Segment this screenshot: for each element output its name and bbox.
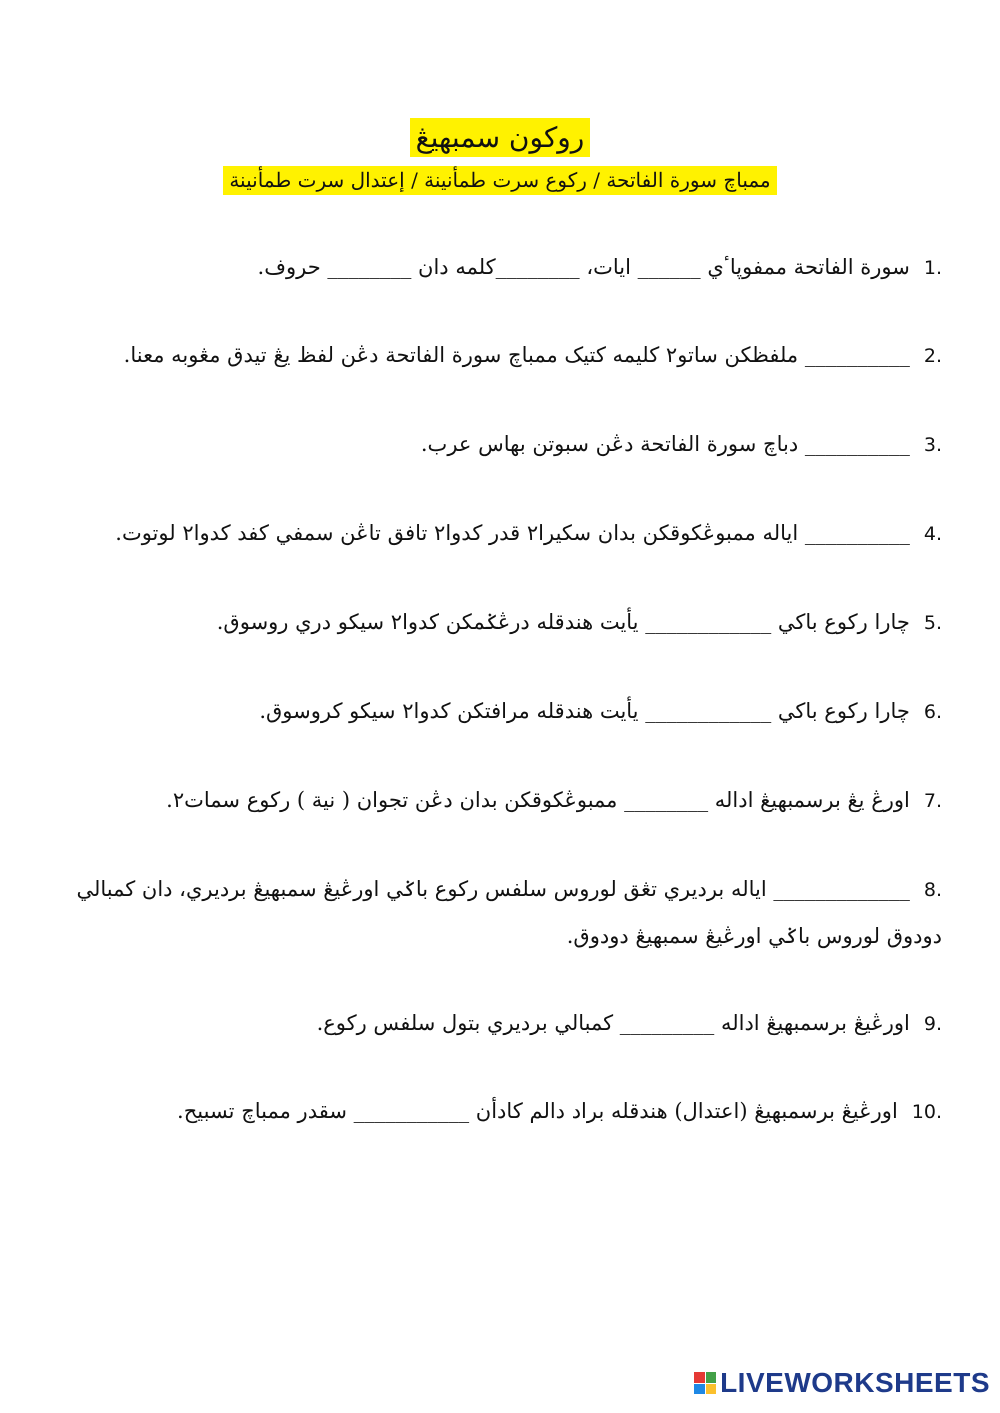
question-number: 5. — [923, 612, 942, 634]
logo-tile-2 — [706, 1372, 717, 1383]
question-number: 4. — [923, 523, 942, 545]
question-4 — [70, 510, 942, 557]
question-9 — [70, 1000, 942, 1047]
question-number: 2. — [923, 345, 942, 367]
question-text: اورڠيڠ برسمبهيڠ اداله _________ کمبالي برديري بتول سلفس رکوع. — [316, 1011, 910, 1035]
question-8 — [70, 866, 942, 959]
logo-tile-1 — [694, 1372, 705, 1383]
page-subtitle: ممباچ سورة الفاتحة / رکوع سرت طمأنينة / إعتدال سرت طمأنينة — [223, 166, 776, 195]
question-number: 6. — [923, 701, 942, 723]
question-text: __________ اياله ممبوڠکوقکن بدان سکيرا٢ قدر کدوا٢ تافق تاڠن سمفي کفد کدوا٢ لوتوت. — [115, 521, 910, 545]
question-text: اورڠيڠ برسمبهيڠ (اعتدال) هندقله براد دالم کادأن ___________ سقدر ممباچ تسبيح. — [177, 1099, 898, 1123]
question-text: چارا رکوع باکي ____________ يأيت هندقله مرافتکن کدوا٢ سيکو کروسوق. — [259, 699, 910, 723]
logo-tile-4 — [706, 1384, 717, 1395]
question-number: 3. — [923, 434, 942, 456]
question-text: _____________ اياله برديري تڠق لوروس سلفس رکوع باݢي اورڠيڠ سمبهيڠ برديري، دان کمبالي دودوق لوروس باݢي اورڠيڠ سمبهيڠ دودوق. — [76, 877, 942, 948]
page-title: روکون سمبهيڠ — [410, 118, 591, 157]
question-text: اورڠ يڠ برسمبهيڠ اداله ________ ممبوڠکوقکن بدان دڠن تجوان ( نية ) رکوع سمات٢. — [166, 788, 910, 812]
question-number: 8. — [923, 879, 942, 901]
question-text: __________ دباچ سورة الفاتحة دڠن سبوتن بهاس عرب. — [420, 432, 910, 456]
footer-brand — [694, 1367, 990, 1399]
question-10 — [70, 1088, 942, 1135]
liveworksheets-logo-icon — [694, 1372, 716, 1394]
question-number: 7. — [923, 790, 942, 812]
brand-name: LIVEWORKSHEETS — [720, 1367, 990, 1398]
question-2 — [70, 332, 942, 379]
question-1 — [70, 244, 942, 291]
title-area — [0, 118, 1000, 157]
logo-tile-3 — [694, 1384, 705, 1395]
question-7 — [70, 777, 942, 824]
question-6 — [70, 688, 942, 735]
question-text: __________ ملفظکن ساتو٢ کليمه کتيک ممباچ سورة الفاتحة دڠن لفظ يڠ تيدق مڠوبه معنا. — [123, 343, 910, 367]
question-number: 10. — [911, 1101, 942, 1123]
question-5 — [70, 599, 942, 646]
question-text: چارا رکوع باکي ____________ يأيت هندقله درڠݢمکن کدوا٢ سيکو دري روسوق. — [216, 610, 910, 634]
question-text: سورة الفاتحة ممفوڽاٴي ______ ايات، ________کلمه دان ________ حروف. — [257, 255, 910, 279]
question-number: 1. — [923, 257, 942, 279]
question-number: 9. — [923, 1013, 942, 1035]
subtitle-area — [0, 166, 1000, 195]
question-3 — [70, 421, 942, 468]
